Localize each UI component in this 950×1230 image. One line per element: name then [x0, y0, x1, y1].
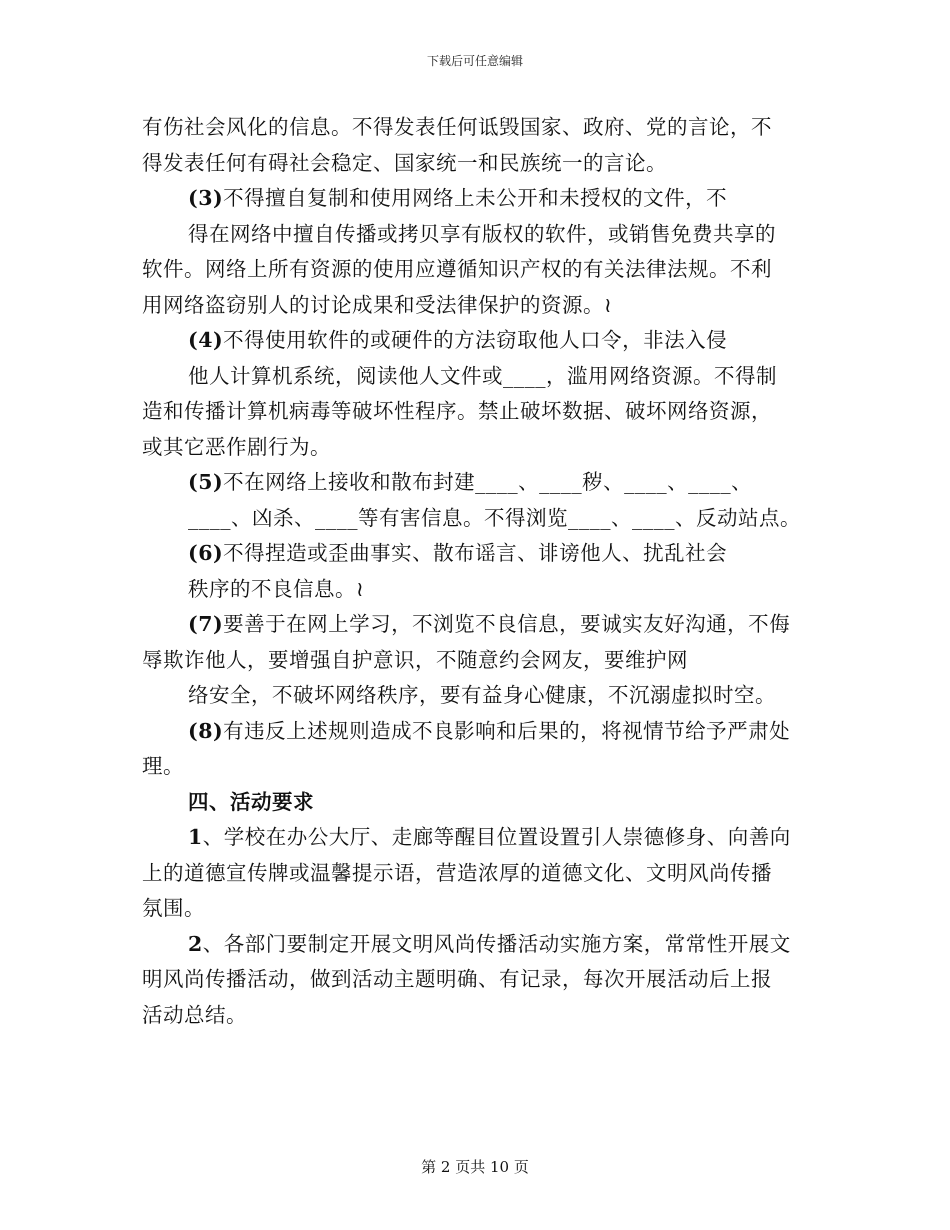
list-item-6: (6)不得捏造或歪曲事实、散布谣言、诽谤他人、扰乱社会	[188, 541, 728, 565]
item-number: (4)	[188, 328, 224, 352]
list-item-3: (3)不得擅自复制和使用网络上未公开和未授权的文件，不	[188, 186, 728, 210]
item-number: (5)	[188, 470, 224, 494]
requirement-item-2: 2、各部门要制定开展文明风尚传播活动实施方案，常常性开展文	[188, 931, 791, 956]
text-line: 用网络盗窃别人的讨论成果和受法律保护的资源。≀	[142, 292, 613, 317]
list-item-8: (8)有违反上述规则造成不良影响和后果的，将视情节给予严肃处	[188, 718, 791, 743]
text-line: 理。	[142, 754, 184, 778]
text-line: ____、凶杀、____等有害信息。不得浏览____、____、反动站点。	[188, 505, 801, 530]
text-line: 上的道德宣传牌或温馨提示语，营造浓厚的道德文化、文明风尚传播	[142, 860, 772, 885]
text-line: 活动总结。	[142, 1002, 247, 1027]
text-line: 他人计算机系统，阅读他人文件或____，滥用网络资源。不得制	[188, 363, 777, 388]
text-line: 络安全，不破坏网络秩序，要有益身心健康，不沉溺虚拟时空。	[188, 683, 776, 707]
list-item-7: (7)要善于在网上学习，不浏览不良信息，要诚实友好沟通，不侮	[188, 612, 791, 636]
page-number-footer: 第 2 页共 10 页	[421, 1158, 529, 1176]
item-number: (7)	[188, 612, 224, 636]
item-number: (8)	[188, 718, 224, 743]
list-item-5: (5)不在网络上接收和散布封建____、____秽、____、____、	[188, 470, 753, 494]
text-line: 软件。网络上所有资源的使用应遵循知识产权的有关法律法规。不利	[142, 257, 772, 281]
item-number: (6)	[188, 541, 224, 565]
item-number: 1	[188, 825, 203, 849]
text-line: 有伤社会风化的信息。不得发表任何诋毁国家、政府、党的言论，不	[142, 115, 772, 139]
text-line: 氛围。	[142, 896, 205, 920]
text-line: 或其它恶作剧行为。	[142, 434, 331, 459]
item-number: (3)	[188, 186, 224, 210]
text-line: 得在网络中擅自传播或拷贝享有版权的软件，或销售免费共享的	[188, 221, 776, 246]
page-header-note: 下载后可任意编辑	[426, 54, 523, 68]
text-line: 明风尚传播活动，做到活动主题明确、有记录，每次开展活动后上报	[142, 967, 772, 991]
list-item-4: (4)不得使用软件的或硬件的方法窃取他人口令，非法入侵	[188, 328, 728, 352]
item-number: 2	[188, 931, 203, 956]
requirement-item-1: 1、学校在办公大厅、走廊等醒目位置设置引人崇德修身、向善向	[188, 825, 791, 849]
document-body	[142, 110, 812, 1033]
text-line: 辱欺诈他人，要增强自护意识，不随意约会网友，要维护网	[142, 647, 688, 672]
section-heading: 四、活动要求	[188, 789, 314, 814]
text-line: 得发表任何有碍社会稳定、国家统一和民族统一的言论。	[142, 150, 667, 175]
text-line: 秩序的不良信息。≀	[188, 576, 365, 601]
text-line: 造和传播计算机病毒等破坏性程序。禁止破坏数据、破坏网络资源，	[142, 399, 772, 423]
